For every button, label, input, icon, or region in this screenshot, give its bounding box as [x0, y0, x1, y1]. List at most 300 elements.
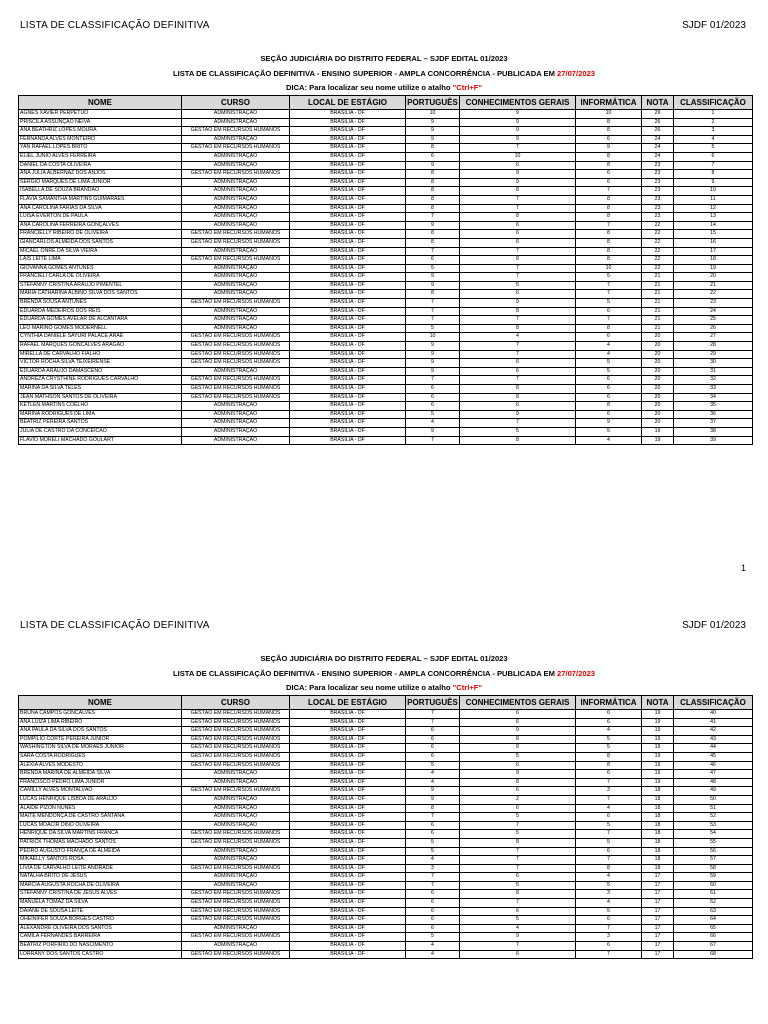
cell-general-knowledge: 7	[460, 316, 576, 325]
cell-informatics: 3	[576, 933, 642, 942]
column-header-internship-location: LOCAL DE ESTÁGIO	[290, 696, 406, 710]
cell-score: 22	[642, 230, 674, 239]
column-header-name: NOME	[19, 696, 182, 710]
cell-name: ANA BEATHRIZ LOPES MOURA	[19, 127, 182, 136]
cell-portuguese: 8	[406, 804, 460, 813]
cell-location: BRASÍLIA - DF	[290, 813, 406, 822]
cell-general-knowledge: 8	[460, 187, 576, 196]
column-header-general-knowledge: CONHECIMENTOS GERAIS	[460, 96, 576, 110]
cell-location: BRASÍLIA - DF	[290, 778, 406, 787]
cell-general-knowledge: 9	[460, 110, 576, 119]
cell-classification: 7	[674, 161, 753, 170]
cell-general-knowledge: 6	[460, 221, 576, 230]
table-row	[19, 864, 753, 873]
cell-general-knowledge: 7	[460, 350, 576, 359]
cell-course: GESTÃO EM RECURSOS HUMANOS	[182, 359, 290, 368]
cell-classification: 18	[674, 256, 753, 265]
cell-score: 17	[642, 873, 674, 882]
cell-location: BRASÍLIA - DF	[290, 950, 406, 959]
cell-name: HENRIQUE DA SILVA MARTINS FRANCA	[19, 830, 182, 839]
cell-location: BRASÍLIA - DF	[290, 410, 406, 419]
cell-course: GESTÃO EM RECURSOS HUMANOS	[182, 385, 290, 394]
cell-score: 19	[642, 436, 674, 445]
cell-portuguese: 7	[406, 213, 460, 222]
cell-name: LUÍSA EVERTON DE PAULA	[19, 213, 182, 222]
table-row	[19, 350, 753, 359]
cell-course: ADMINISTRAÇÃO	[182, 873, 290, 882]
cell-informatics: 5	[576, 367, 642, 376]
cell-informatics: 6	[576, 333, 642, 342]
cell-classification: 9	[674, 178, 753, 187]
cell-score: 18	[642, 830, 674, 839]
cell-course: GESTÃO EM RECURSOS HUMANOS	[182, 830, 290, 839]
cell-portuguese: 8	[406, 230, 460, 239]
cell-location: BRASÍLIA - DF	[290, 144, 406, 153]
cell-informatics: 5	[576, 838, 642, 847]
running-header-title: LISTA DE CLASSIFICAÇÃO DEFINITIVA	[20, 620, 210, 631]
cell-informatics: 4	[576, 899, 642, 908]
table-header-row	[19, 696, 753, 710]
running-header-code: SJDF 01/2023	[682, 20, 746, 31]
table-row	[19, 735, 753, 744]
cell-score: 18	[642, 856, 674, 865]
cell-score: 20	[642, 410, 674, 419]
cell-course: ADMINISTRAÇÃO	[182, 247, 290, 256]
table-row	[19, 821, 753, 830]
cell-name: MAITÊ MENDONÇA DE CASTRO SANTANA	[19, 813, 182, 822]
cell-course: ADMINISTRAÇÃO	[182, 367, 290, 376]
cell-informatics: 8	[576, 247, 642, 256]
table-row	[19, 942, 753, 951]
cell-location: BRASÍLIA - DF	[290, 838, 406, 847]
cell-score: 26	[642, 127, 674, 136]
document-page-2	[0, 600, 768, 1024]
cell-informatics: 8	[576, 195, 642, 204]
table-row	[19, 744, 753, 753]
cell-score: 19	[642, 770, 674, 779]
cell-informatics: 7	[576, 830, 642, 839]
cell-portuguese: 6	[406, 916, 460, 925]
cell-score: 17	[642, 899, 674, 908]
cell-general-knowledge: 4	[460, 333, 576, 342]
cell-location: BRASÍLIA - DF	[290, 752, 406, 761]
cell-course: GESTÃO EM RECURSOS HUMANOS	[182, 933, 290, 942]
cell-name: ANA CAROLINA FERREIRA GONÇALVES	[19, 221, 182, 230]
cell-informatics: 7	[576, 187, 642, 196]
cell-course: GESTÃO EM RECURSOS HUMANOS	[182, 718, 290, 727]
search-tip-text: DICA: Para localizar seu nome utilize o atalho	[285, 683, 453, 692]
cell-location: BRASÍLIA - DF	[290, 307, 406, 316]
cell-score: 21	[642, 316, 674, 325]
cell-informatics: 6	[576, 385, 642, 394]
cell-course: GESTÃO EM RECURSOS HUMANOS	[182, 787, 290, 796]
cell-classification: 52	[674, 813, 753, 822]
cell-name: BEATRIZ PORFÍRIO DO NASCIMENTO	[19, 942, 182, 951]
cell-name: STEFANNY CRISTINA ARAUJO PIMENTEL	[19, 281, 182, 290]
cell-name: FRANCIELI CARLA DE OLIVEIRA	[19, 273, 182, 282]
cell-course: ADMINISTRAÇÃO	[182, 813, 290, 822]
cell-general-knowledge: 8	[460, 256, 576, 265]
cell-location: BRASÍLIA - DF	[290, 342, 406, 351]
cell-course: ADMINISTRAÇÃO	[182, 856, 290, 865]
cell-location: BRASÍLIA - DF	[290, 178, 406, 187]
cell-name: GIOVANNA GOMES ANTUNES	[19, 264, 182, 273]
cell-informatics: 8	[576, 864, 642, 873]
document-title: SEÇÃO JUDICIÁRIA DO DISTRITO FEDERAL – SJDF EDITAL 01/2023	[260, 54, 508, 63]
table-row	[19, 324, 753, 333]
cell-portuguese: 6	[406, 907, 460, 916]
cell-location: BRASÍLIA - DF	[290, 942, 406, 951]
cell-score: 24	[642, 135, 674, 144]
cell-name: BEATRIZ PEREIRA SANTOS	[19, 419, 182, 428]
column-header-name: NOME	[19, 96, 182, 110]
cell-portuguese: 6	[406, 924, 460, 933]
cell-classification: 13	[674, 213, 753, 222]
cell-general-knowledge: 6	[460, 761, 576, 770]
cell-general-knowledge: 9	[460, 299, 576, 308]
cell-informatics: 7	[576, 924, 642, 933]
cell-general-knowledge: 7	[460, 419, 576, 428]
cell-portuguese: 6	[406, 744, 460, 753]
column-header-score: NOTA	[642, 96, 674, 110]
cell-classification: 8	[674, 170, 753, 179]
table-row	[19, 761, 753, 770]
cell-general-knowledge: 6	[460, 718, 576, 727]
cell-location: BRASÍLIA - DF	[290, 864, 406, 873]
cell-name: AGNES XAVIER PERPÉTUO	[19, 110, 182, 119]
cell-score: 19	[642, 752, 674, 761]
cell-informatics: 7	[576, 950, 642, 959]
cell-general-knowledge: 9	[460, 170, 576, 179]
cell-location: BRASÍLIA - DF	[290, 427, 406, 436]
cell-location: BRASÍLIA - DF	[290, 899, 406, 908]
cell-portuguese: 6	[406, 402, 460, 411]
cell-name: MARINA DA SILVA TELES	[19, 385, 182, 394]
cell-course: ADMINISTRAÇÃO	[182, 307, 290, 316]
cell-general-knowledge: 5	[460, 916, 576, 925]
cell-general-knowledge: 6	[460, 950, 576, 959]
cell-general-knowledge: 6	[460, 787, 576, 796]
table-row	[19, 950, 753, 959]
cell-informatics: 9	[576, 419, 642, 428]
cell-classification: 68	[674, 950, 753, 959]
cell-score: 20	[642, 333, 674, 342]
cell-name: MANUELA TOMAZ DA SILVA	[19, 899, 182, 908]
cell-name: ALAIDE PIZON NUNES	[19, 804, 182, 813]
cell-course: ADMINISTRAÇÃO	[182, 427, 290, 436]
cell-portuguese: 7	[406, 247, 460, 256]
cell-informatics: 5	[576, 299, 642, 308]
cell-course: ADMINISTRAÇÃO	[182, 110, 290, 119]
cell-informatics: 5	[576, 907, 642, 916]
cell-course: GESTÃO EM RECURSOS HUMANOS	[182, 342, 290, 351]
cell-name: LAIS LEITE LIMA	[19, 256, 182, 265]
cell-portuguese: 8	[406, 170, 460, 179]
cell-name: DAIANE DE SOUSA LEITE	[19, 907, 182, 916]
cell-classification: 65	[674, 924, 753, 933]
cell-score: 20	[642, 350, 674, 359]
cell-name: MICAEL ONRE DA SILVA VIEIRA	[19, 247, 182, 256]
table-row	[19, 924, 753, 933]
cell-classification: 50	[674, 795, 753, 804]
cell-informatics: 3	[576, 890, 642, 899]
cell-course: GESTÃO EM RECURSOS HUMANOS	[182, 899, 290, 908]
table-row	[19, 718, 753, 727]
cell-name: LUCAS MOACIR DINO OLIVEIRA	[19, 821, 182, 830]
cell-portuguese: 7	[406, 376, 460, 385]
cell-score: 17	[642, 933, 674, 942]
cell-location: BRASÍLIA - DF	[290, 118, 406, 127]
column-header-internship-location: LOCAL DE ESTÁGIO	[290, 96, 406, 110]
cell-portuguese: 6	[406, 899, 460, 908]
cell-classification: 63	[674, 907, 753, 916]
cell-location: BRASÍLIA - DF	[290, 787, 406, 796]
cell-course: GESTÃO EM RECURSOS HUMANOS	[182, 230, 290, 239]
cell-classification: 47	[674, 770, 753, 779]
table-row	[19, 795, 753, 804]
cell-classification: 49	[674, 787, 753, 796]
cell-location: BRASÍLIA - DF	[290, 204, 406, 213]
cell-score: 26	[642, 118, 674, 127]
cell-name: ALEXIA ALVES MODESTO	[19, 761, 182, 770]
cell-general-knowledge: 7	[460, 847, 576, 856]
cell-course: GESTÃO EM RECURSOS HUMANOS	[182, 761, 290, 770]
table-row	[19, 402, 753, 411]
cell-classification: 40	[674, 710, 753, 719]
document-title: SEÇÃO JUDICIÁRIA DO DISTRITO FEDERAL – SJDF EDITAL 01/2023	[260, 654, 508, 663]
cell-classification: 37	[674, 419, 753, 428]
cell-informatics: 4	[576, 350, 642, 359]
cell-portuguese: 9	[406, 359, 460, 368]
cell-informatics: 4	[576, 727, 642, 736]
cell-general-knowledge: 7	[460, 273, 576, 282]
cell-classification: 21	[674, 281, 753, 290]
cell-course: GESTÃO EM RECURSOS HUMANOS	[182, 727, 290, 736]
cell-informatics: 4	[576, 873, 642, 882]
cell-classification: 44	[674, 744, 753, 753]
cell-classification: 17	[674, 247, 753, 256]
cell-location: BRASÍLIA - DF	[290, 856, 406, 865]
cell-portuguese: 9	[406, 127, 460, 136]
cell-general-knowledge: 8	[460, 393, 576, 402]
cell-informatics: 6	[576, 813, 642, 822]
cell-general-knowledge: 6	[460, 359, 576, 368]
cell-location: BRASÍLIA - DF	[290, 744, 406, 753]
table-row	[19, 281, 753, 290]
cell-name: PRISCILA ASSUNÇÃO NEIVA	[19, 118, 182, 127]
cell-general-knowledge: 6	[460, 238, 576, 247]
cell-score: 23	[642, 213, 674, 222]
cell-course: ADMINISTRAÇÃO	[182, 804, 290, 813]
cell-portuguese: 8	[406, 195, 460, 204]
cell-portuguese: 8	[406, 238, 460, 247]
cell-classification: 34	[674, 393, 753, 402]
cell-location: BRASÍLIA - DF	[290, 402, 406, 411]
cell-score: 29	[642, 110, 674, 119]
cell-location: BRASÍLIA - DF	[290, 916, 406, 925]
cell-score: 22	[642, 238, 674, 247]
column-header-classification: CLASSIFICAÇÃO	[674, 96, 753, 110]
cell-location: BRASÍLIA - DF	[290, 127, 406, 136]
cell-informatics: 7	[576, 856, 642, 865]
cell-score: 17	[642, 890, 674, 899]
cell-general-knowledge: 6	[460, 710, 576, 719]
cell-location: BRASÍLIA - DF	[290, 727, 406, 736]
cell-location: BRASÍLIA - DF	[290, 135, 406, 144]
cell-course: ADMINISTRAÇÃO	[182, 135, 290, 144]
cell-course: GESTÃO EM RECURSOS HUMANOS	[182, 916, 290, 925]
table-row	[19, 230, 753, 239]
cell-score: 17	[642, 950, 674, 959]
table-row	[19, 393, 753, 402]
cell-classification: 57	[674, 856, 753, 865]
cell-classification: 43	[674, 735, 753, 744]
cell-location: BRASÍLIA - DF	[290, 881, 406, 890]
page-number: 1	[740, 563, 746, 573]
cell-classification: 26	[674, 324, 753, 333]
cell-course: ADMINISTRAÇÃO	[182, 778, 290, 787]
cell-general-knowledge: 10	[460, 152, 576, 161]
cell-course: ADMINISTRAÇÃO	[182, 410, 290, 419]
cell-informatics: 8	[576, 752, 642, 761]
table-row	[19, 881, 753, 890]
cell-location: BRASÍLIA - DF	[290, 933, 406, 942]
cell-portuguese: 6	[406, 821, 460, 830]
cell-score: 23	[642, 170, 674, 179]
cell-location: BRASÍLIA - DF	[290, 187, 406, 196]
cell-course: ADMINISTRAÇÃO	[182, 264, 290, 273]
cell-classification: 20	[674, 273, 753, 282]
cell-informatics: 6	[576, 710, 642, 719]
cell-portuguese: 5	[406, 264, 460, 273]
cell-name: FRANCISCO PEDRO LIMA JUNIOR	[19, 778, 182, 787]
cell-informatics: 7	[576, 281, 642, 290]
cell-score: 20	[642, 402, 674, 411]
cell-score: 23	[642, 178, 674, 187]
cell-informatics: 8	[576, 402, 642, 411]
cell-course: ADMINISTRAÇÃO	[182, 821, 290, 830]
cell-informatics: 6	[576, 135, 642, 144]
cell-general-knowledge: 8	[460, 213, 576, 222]
cell-informatics: 7	[576, 316, 642, 325]
cell-classification: 66	[674, 933, 753, 942]
cell-course: GESTÃO EM RECURSOS HUMANOS	[182, 376, 290, 385]
cell-location: BRASÍLIA - DF	[290, 718, 406, 727]
cell-classification: 27	[674, 333, 753, 342]
table-row	[19, 838, 753, 847]
cell-classification: 42	[674, 727, 753, 736]
cell-portuguese: 6	[406, 735, 460, 744]
cell-classification: 61	[674, 890, 753, 899]
cell-name: LORRANY DOS SANTOS CASTRO	[19, 950, 182, 959]
cell-course: ADMINISTRAÇÃO	[182, 795, 290, 804]
cell-location: BRASÍLIA - DF	[290, 907, 406, 916]
cell-course: GESTÃO EM RECURSOS HUMANOS	[182, 735, 290, 744]
cell-informatics: 5	[576, 273, 642, 282]
cell-informatics: 6	[576, 770, 642, 779]
cell-portuguese: 3	[406, 864, 460, 873]
cell-location: BRASÍLIA - DF	[290, 873, 406, 882]
cell-general-knowledge: 6	[460, 873, 576, 882]
cell-classification: 38	[674, 427, 753, 436]
table-header-row	[19, 96, 753, 110]
cell-general-knowledge: 6	[460, 161, 576, 170]
cell-portuguese: 9	[406, 161, 460, 170]
cell-course: ADMINISTRAÇÃO	[182, 942, 290, 951]
cell-course: GESTÃO EM RECURSOS HUMANOS	[182, 890, 290, 899]
table-row	[19, 778, 753, 787]
cell-informatics: 5	[576, 821, 642, 830]
cell-portuguese: 4	[406, 419, 460, 428]
cell-general-knowledge: 8	[460, 744, 576, 753]
cell-name: LEO MARINO GOMES MODERNELL	[19, 324, 182, 333]
cell-portuguese: 7	[406, 316, 460, 325]
cell-score: 17	[642, 942, 674, 951]
cell-name: ALEXANDRE OLIVEIRA DOS SANTOS	[19, 924, 182, 933]
cell-general-knowledge: 8	[460, 385, 576, 394]
cell-score: 19	[642, 427, 674, 436]
cell-portuguese: 8	[406, 204, 460, 213]
cell-informatics: 8	[576, 204, 642, 213]
cell-location: BRASÍLIA - DF	[290, 230, 406, 239]
cell-portuguese: 7	[406, 299, 460, 308]
publication-date: 27/07/2023	[557, 669, 596, 678]
cell-portuguese: 7	[406, 710, 460, 719]
cell-general-knowledge: 6	[460, 230, 576, 239]
cell-score: 22	[642, 221, 674, 230]
cell-general-knowledge: 8	[460, 324, 576, 333]
cell-score: 17	[642, 881, 674, 890]
cell-name: CAMILA FERNANDES BARREIRA	[19, 933, 182, 942]
cell-score: 19	[642, 778, 674, 787]
table-row	[19, 333, 753, 342]
cell-score: 20	[642, 342, 674, 351]
cell-score: 20	[642, 359, 674, 368]
cell-name: FRANCIELLY RIBEIRO DE OLIVEIRA	[19, 230, 182, 239]
cell-general-knowledge: 5	[460, 813, 576, 822]
cell-name: VICTOR ROCHA SILVA TEIXEIRENSE	[19, 359, 182, 368]
cell-name: LIVIA DE CARVALHO LEITE ANDRADE	[19, 864, 182, 873]
cell-score: 21	[642, 324, 674, 333]
cell-informatics: 8	[576, 152, 642, 161]
cell-name: SARA COSTA RODRIGUES	[19, 752, 182, 761]
cell-score: 17	[642, 924, 674, 933]
cell-score: 17	[642, 916, 674, 925]
cell-classification: 53	[674, 821, 753, 830]
cell-course: ADMINISTRAÇÃO	[182, 195, 290, 204]
cell-location: BRASÍLIA - DF	[290, 367, 406, 376]
table-row	[19, 152, 753, 161]
cell-classification: 46	[674, 761, 753, 770]
cell-general-knowledge: 5	[460, 881, 576, 890]
cell-classification: 58	[674, 864, 753, 873]
column-header-informatics: INFORMÁTICA	[576, 696, 642, 710]
cell-course: ADMINISTRAÇÃO	[182, 436, 290, 445]
cell-name: DANIEL DA COSTA OLIVEIRA	[19, 161, 182, 170]
cell-course: ADMINISTRAÇÃO	[182, 213, 290, 222]
cell-informatics: 6	[576, 393, 642, 402]
table-row	[19, 376, 753, 385]
cell-portuguese: 7	[406, 813, 460, 822]
cell-course: GESTÃO EM RECURSOS HUMANOS	[182, 144, 290, 153]
cell-location: BRASÍLIA - DF	[290, 161, 406, 170]
cell-score: 20	[642, 376, 674, 385]
cell-classification: 16	[674, 238, 753, 247]
table-row	[19, 264, 753, 273]
cell-general-knowledge: 7	[460, 856, 576, 865]
cell-name: ANA CAROLINA FARIAS DA SILVA	[19, 204, 182, 213]
cell-score: 19	[642, 761, 674, 770]
